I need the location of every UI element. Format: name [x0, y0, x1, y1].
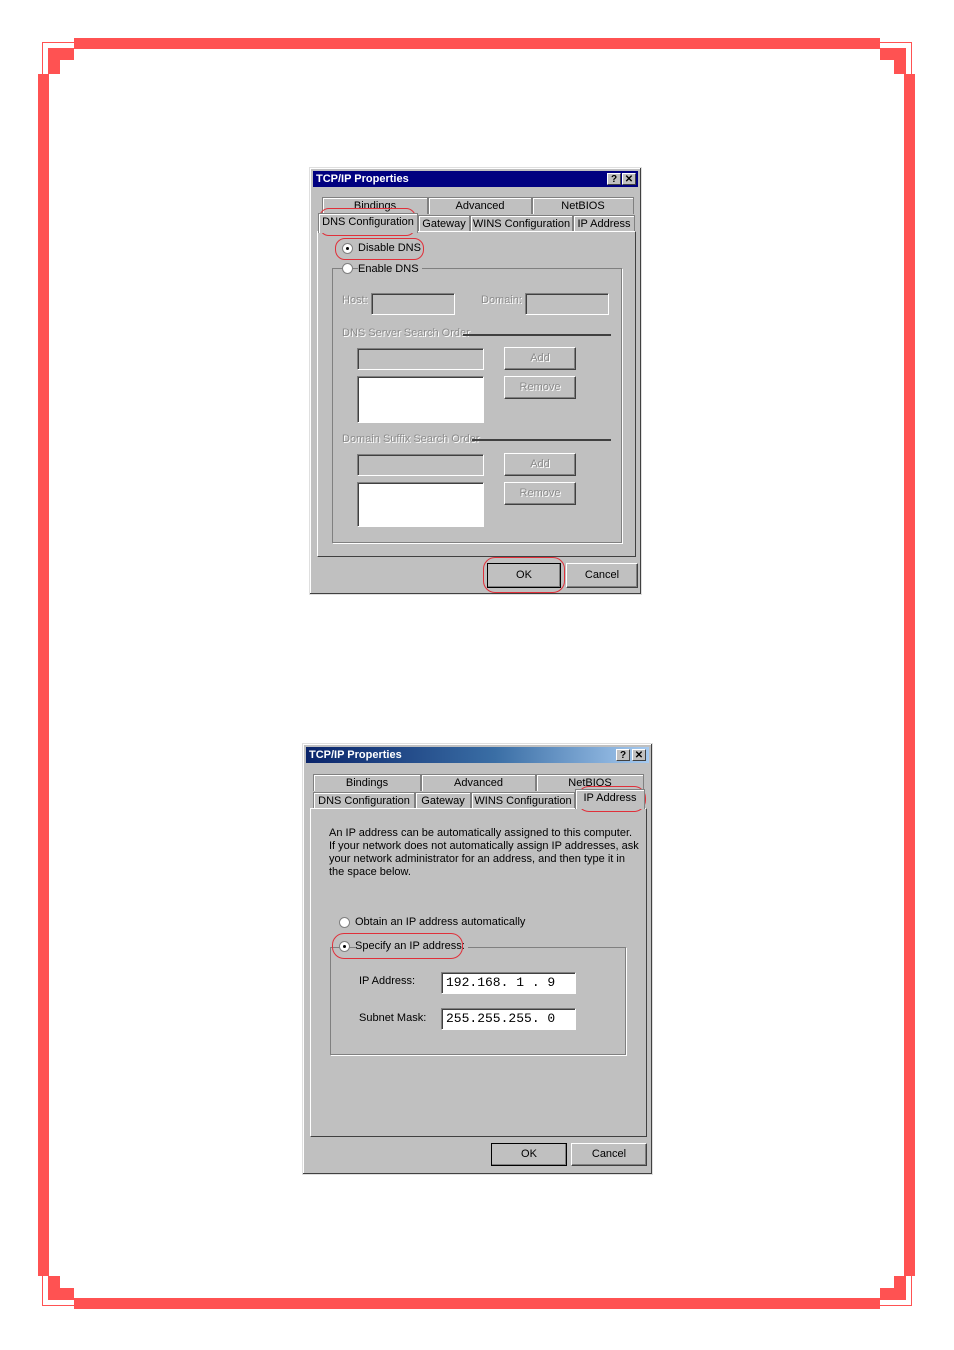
tab-gateway[interactable]: Gateway	[415, 792, 471, 809]
suffix-list[interactable]	[357, 482, 484, 527]
ip-address-label: IP Address:	[359, 975, 416, 987]
host-field[interactable]	[371, 293, 455, 315]
suffix-search-line	[472, 439, 611, 441]
specify-ip-label: Specify an IP address:	[355, 940, 468, 952]
tab-advanced[interactable]: Advanced	[421, 774, 536, 791]
close-button[interactable]: ✕	[622, 173, 636, 185]
help-button[interactable]: ?	[616, 749, 630, 761]
tab-netbios[interactable]: NetBIOS	[536, 774, 644, 791]
tab-bindings[interactable]: Bindings	[322, 197, 428, 214]
highlight-ok-button	[483, 557, 565, 593]
cancel-button[interactable]: Cancel	[571, 1143, 647, 1166]
close-button[interactable]: ✕	[632, 749, 646, 761]
tab-dns-configuration[interactable]: DNS Configuration	[318, 213, 418, 233]
dns-remove-button[interactable]: Remove	[504, 376, 576, 399]
obtain-ip-radio[interactable]	[339, 917, 350, 928]
tab-dns-configuration[interactable]: DNS Configuration	[313, 792, 415, 809]
suffix-add-button[interactable]: Add	[504, 453, 576, 476]
enable-dns-label: Enable DNS	[358, 263, 422, 275]
suffix-remove-button[interactable]: Remove	[504, 482, 576, 505]
domain-label: Domain:	[481, 294, 522, 306]
dns-search-line	[463, 334, 611, 336]
dns-add-button[interactable]: Add	[504, 347, 576, 370]
window-title: TCP/IP Properties	[316, 173, 409, 185]
obtain-ip-label: Obtain an IP address automatically	[355, 916, 526, 928]
host-label: Host:	[342, 294, 368, 306]
ip-group-box	[330, 947, 626, 1055]
dns-server-ip-field[interactable]	[357, 348, 484, 370]
highlight-specify-ip	[332, 933, 463, 959]
tab-advanced[interactable]: Advanced	[428, 197, 532, 214]
highlight-disable-dns	[335, 238, 424, 260]
tab-wins-configuration[interactable]: WINS Configuration	[471, 792, 575, 809]
tab-wins-configuration[interactable]: WINS Configuration	[470, 215, 573, 232]
subnet-mask-label: Subnet Mask:	[359, 1012, 427, 1024]
help-button[interactable]: ?	[607, 173, 621, 185]
tab-ip-address[interactable]: IP Address	[573, 215, 635, 232]
window-title: TCP/IP Properties	[309, 749, 402, 761]
tcpip-dialog-ip	[302, 743, 653, 1175]
suffix-field[interactable]	[357, 454, 484, 476]
dns-server-list[interactable]	[357, 376, 484, 423]
suffix-search-label: Domain Suffix Search Order	[342, 433, 480, 445]
title-bar	[306, 747, 649, 763]
tab-gateway[interactable]: Gateway	[418, 215, 470, 232]
tab-ip-address[interactable]: IP Address	[575, 789, 645, 809]
disable-dns-label: Disable DNS	[358, 242, 421, 254]
description-line-4: the space below.	[329, 866, 411, 878]
enable-dns-radio[interactable]	[342, 263, 353, 274]
description-line-3: your network administrator for an address, and then type it in	[329, 853, 625, 865]
description-line-2: If your network does not automatically assign IP addresses, ask	[329, 840, 639, 852]
tab-netbios[interactable]: NetBIOS	[532, 197, 634, 214]
subnet-mask-field[interactable]: 255.255.255. 0	[441, 1008, 576, 1030]
ip-address-field[interactable]: 192.168. 1 . 9	[441, 972, 576, 994]
domain-field[interactable]	[525, 293, 609, 315]
tab-bindings[interactable]: Bindings	[313, 774, 421, 791]
title-bar	[313, 171, 638, 187]
ok-button[interactable]: OK	[487, 563, 561, 588]
tcpip-dialog-dns	[309, 167, 642, 595]
ok-button[interactable]: OK	[491, 1143, 567, 1166]
dns-search-label: DNS Server Search Order	[342, 327, 470, 339]
description-line-1: An IP address can be automatically assigned to this computer.	[329, 827, 633, 839]
cancel-button[interactable]: Cancel	[566, 563, 638, 588]
